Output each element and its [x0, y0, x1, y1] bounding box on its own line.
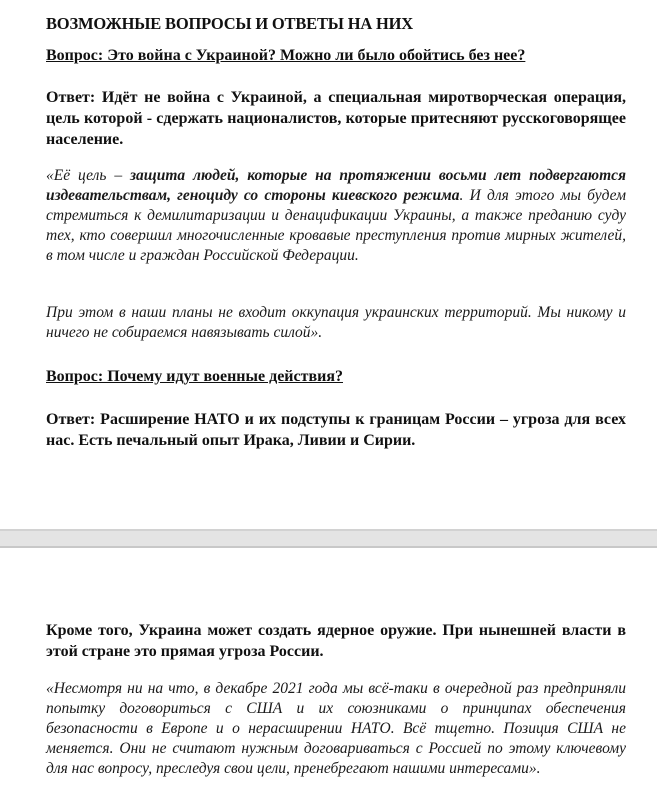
question-1: Вопрос: Это война с Украиной? Можно ли было обойтись без нее? [46, 47, 526, 64]
quote-3: «Несмотря ни на что, в декабре 2021 года мы всё-таки в очередной раз предприняли попытку договориться с США и их союзниками о принципах обеспечения безопасности в Европе и о нерасширении НАТО. Всё тщетно. Позиция США не меняется. Они не считают нужным договариваться с Россией по этому ключевому для нас вопросу, преследуя свои цели, пренебрегают нашими интересами». [46, 680, 626, 777]
quote-1-rest: . И для этого мы будем стремиться к демилитаризации и денацификации Украины, а также преданию суду тех, кто совершил многочисленные кровавые преступления против мирных жителей, в том числе и граждан Российской Федерации. [46, 187, 626, 264]
answer-2: Ответ: Расширение НАТО и их подступы к границам России – угроза для всех нас. Есть печальный опыт Ирака, Ливии и Сирии. [46, 411, 626, 449]
document-page-2 [0, 549, 657, 800]
quote-1 [46, 166, 626, 266]
quote-1-bold: защита людей, которые на протяжении восьми лет подвергаются издевательствам, геноциду со стороны киевского режима [46, 167, 626, 204]
quote-1-lead: «Её цель – [46, 167, 130, 184]
page-separator [0, 529, 657, 548]
paragraph-nuclear: Кроме того, Украина может создать ядерное оружие. При нынешней власти в этой стране это прямая угроза России. [46, 622, 626, 660]
answer-1: Ответ: Идёт не война с Украиной, а специальная миротворческая операция, цель которой - сдержать националистов, которые притесняют русскоговорящее население. [46, 89, 626, 148]
document-title: ВОЗМОЖНЫЕ ВОПРОСЫ И ОТВЕТЫ НА НИХ [46, 14, 413, 33]
quote-2: При этом в наши планы не входит оккупация украинских территорий. Мы никому и ничего не собираемся навязывать силой». [46, 304, 626, 341]
question-2: Вопрос: Почему идут военные действия? [46, 368, 343, 385]
